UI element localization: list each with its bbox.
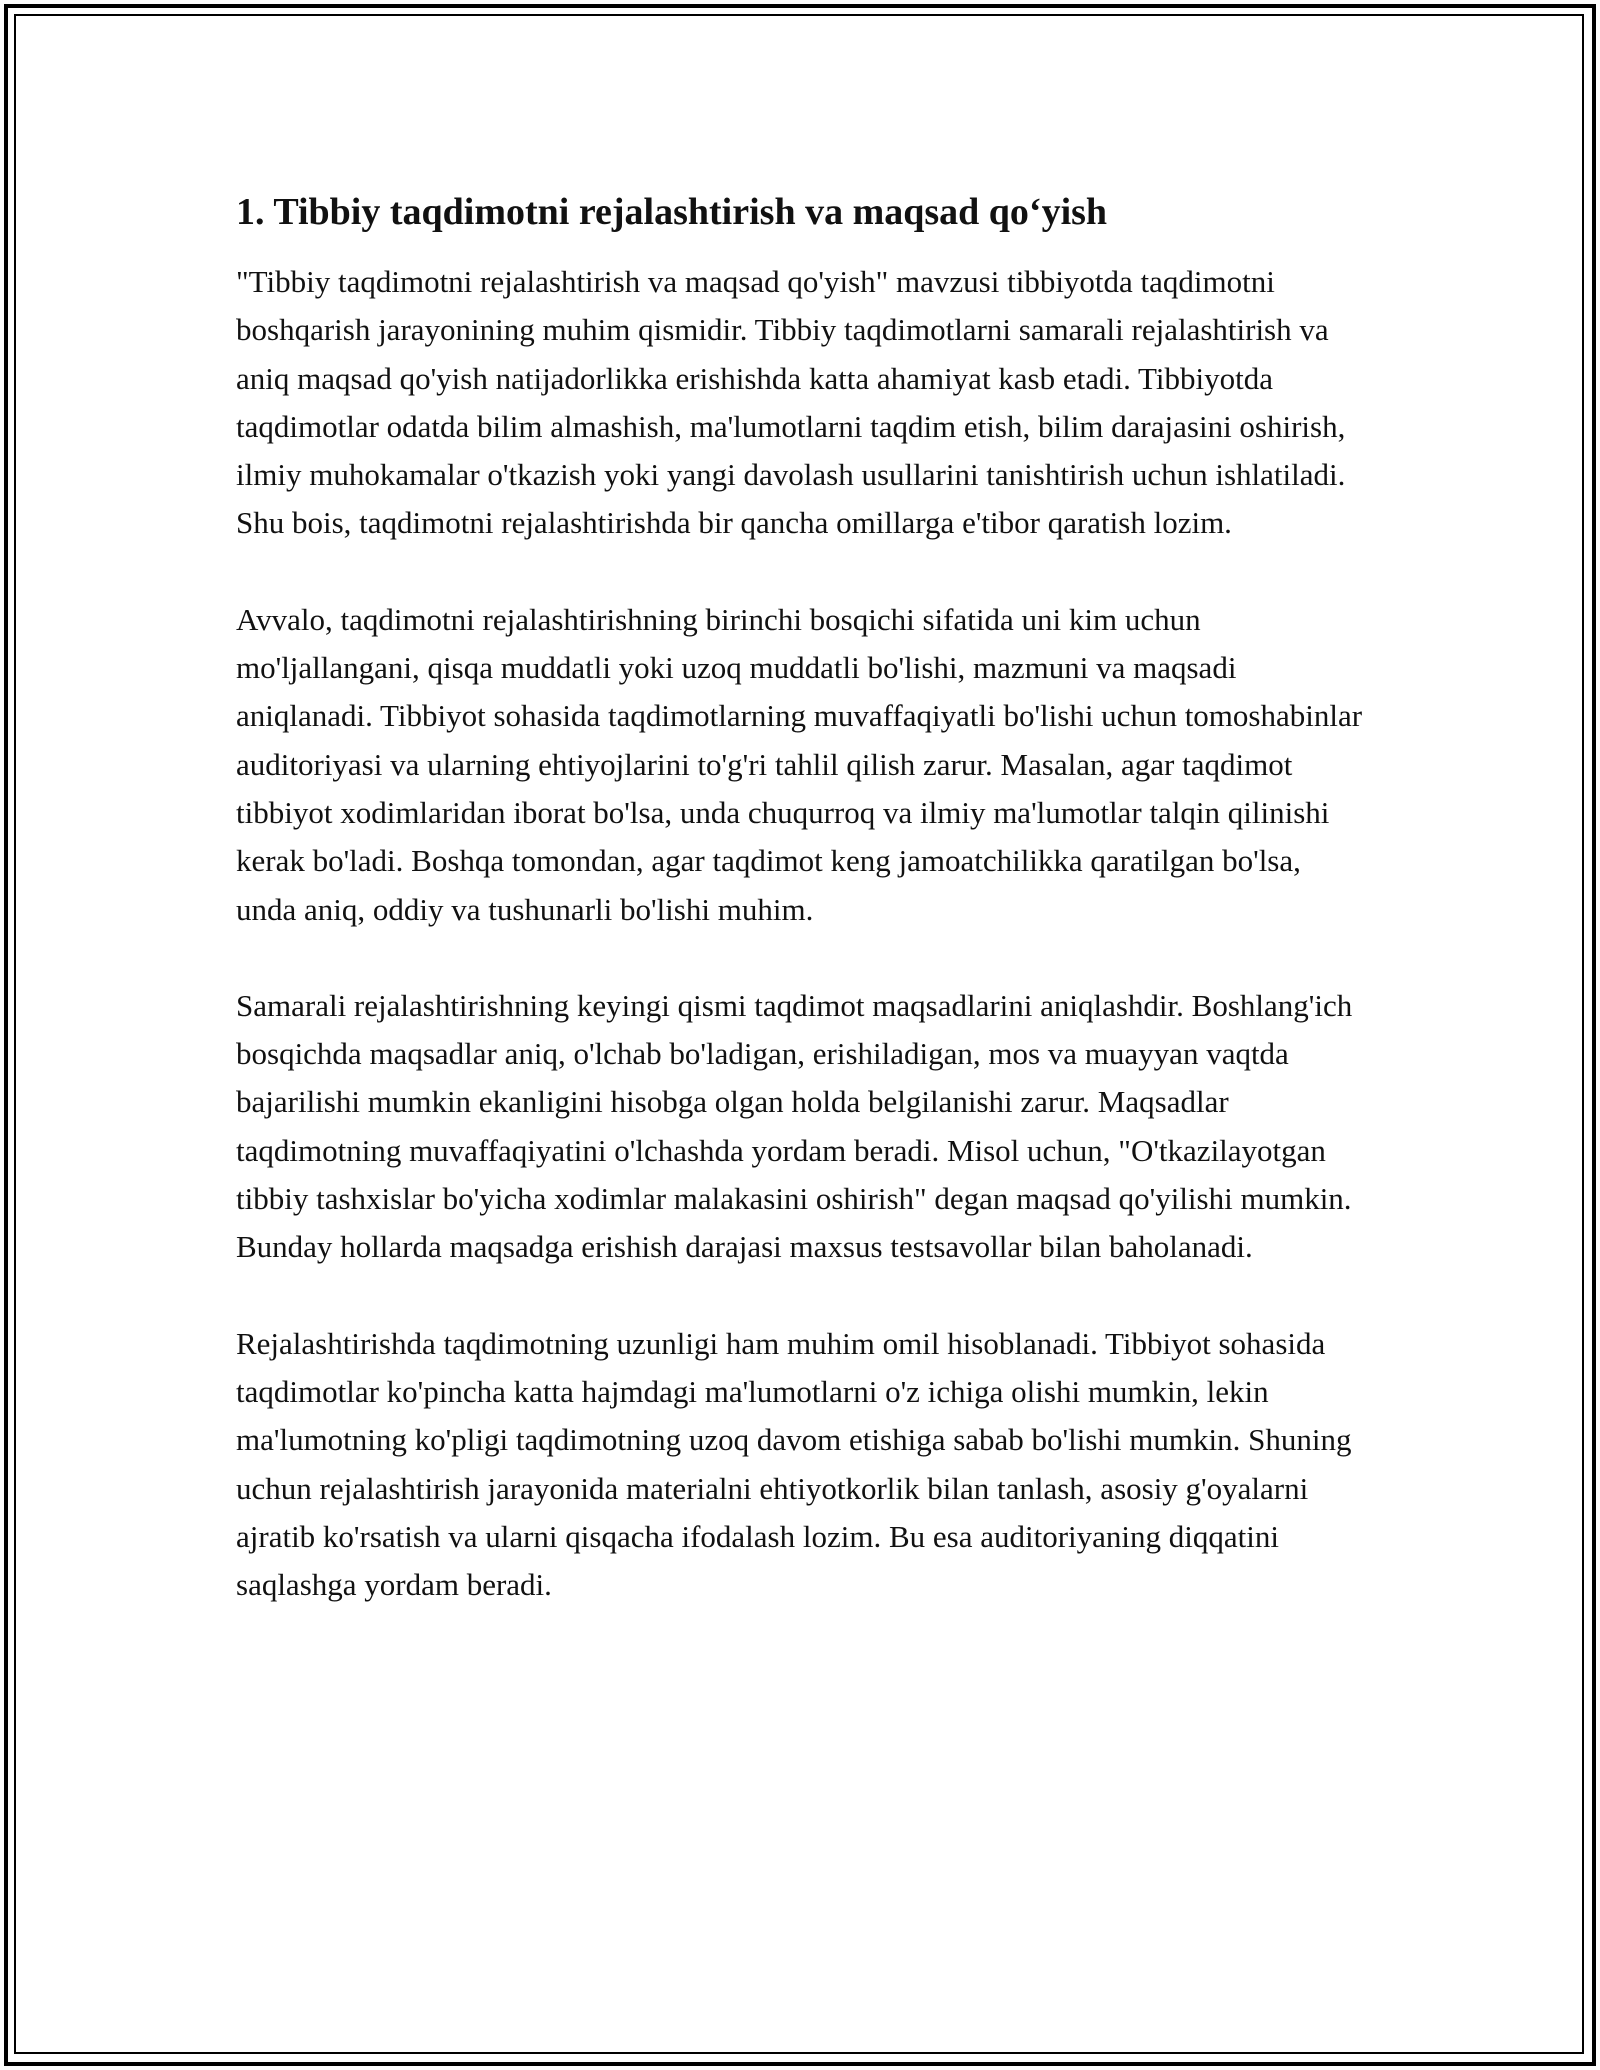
document-body bbox=[236, 186, 1366, 1657]
paragraph-3: Samarali rejalashtirishning keyingi qismi taqdimot maqsadlarini aniqlashdir. Boshlang'ich bosqichda maqsadlar aniq, o'lchab bo'ladigan, erishiladigan, mos va muayyan vaqtda bajarilishi mumkin ekanligini hisobga olgan holda belgilanishi zarur. Maqsadlar taqdimotning muvaffaqiyatini o'lchashda yordam beradi. Misol uchun, "O'tkazilayotgan tibbiy tashxislar bo'yicha xodimlar malakasini oshirish" degan maqsad qo'yilishi mumkin. Bunday hollarda maqsadga erishish darajasi maxsus testsavollar bilan baholanadi. bbox=[236, 987, 1353, 1265]
paragraph-1: "Tibbiy taqdimotni rejalashtirish va maqsad qo'yish" mavzusi tibbiyotda taqdimotni boshqarish jarayonining muhim qismidir. Tibbiy taqdimotlarni samarali rejalashtirish va aniq maqsad qo'yish natijadorlikka erishishda katta ahamiyat kasb etadi. Tibbiyotda taqdimotlar odatda bilim almashish, ma'lumotlarni taqdim etish, bilim darajasini oshirish, ilmiy muhokamalar o'tkazish yoki yangi davolash usullarini tanishtirish uchun ishlatiladi. Shu bois, taqdimotni rejalashtirishda bir qancha omillarga e'tibor qaratish lozim. bbox=[236, 264, 1346, 541]
paragraph-2: Avvalo, taqdimotni rejalashtirishning birinchi bosqichi sifatida uni kim uchun mo'ljallangani, qisqa muddatli yoki uzoq muddatli bo'lishi, mazmuni va maqsadi aniqlanadi. Tibbiyot sohasida taqdimotlarning muvaffaqiyatli bo'lishi uchun tomoshabinlar auditoriyasi va ularning ehtiyojlarini to'g'ri tahlil qilish zarur. Masalan, agar taqdimot tibbiyot xodimlaridan iborat bo'lsa, unda chuqurroq va ilmiy ma'lumotlar talqin qilinishi kerak bo'ladi. Boshqa tomondan, agar taqdimot keng jamoatchilikka qaratilgan bo'lsa, unda aniq, oddiy va tushunarli bo'lishi muhim. bbox=[236, 601, 1363, 927]
paragraph-4: Rejalashtirishda taqdimotning uzunligi ham muhim omil hisoblanadi. Tibbiyot sohasida taqdimotlar ko'pincha katta hajmdagi ma'lumotlarni o'z ichiga olishi mumkin, lekin ma'lumotning ko'pligi taqdimotning uzoq davom etishiga sabab bo'lishi mumkin. Shuning uchun rejalashtirish jarayonida materialni ehtiyotkorlik bilan tanlash, asosiy g'oyalarni ajratib ko'rsatish va ularni qisqacha ifodalash lozim. Bu esa auditoriyaning diqqatini saqlashga yordam beradi. bbox=[236, 1325, 1352, 1603]
section-heading: 1. Tibbiy taqdimotni rejalashtirish va maqsad qo‘yish bbox=[236, 191, 1108, 233]
